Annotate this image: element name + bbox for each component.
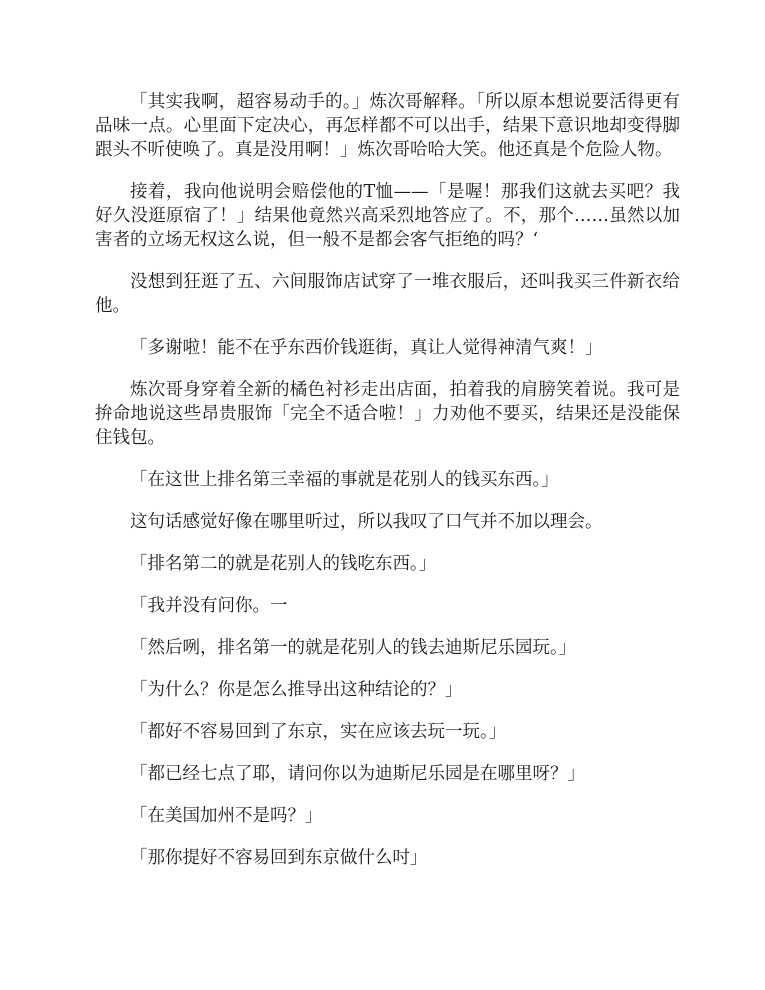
paragraph: 「为什么？你是怎么推导出这种结论的？」 (130, 680, 463, 700)
paragraph: 「那你提好不容易回到东京做什么吋」 (130, 848, 428, 868)
paragraph: 「都好不容易回到了东京，实在应该去玩一玩。」 (130, 722, 507, 742)
paragraph: 「我并没有问你。一 (130, 596, 288, 616)
paragraph: 「在这世上排名第三幸福的事就是花别人的钱买东西。」 (130, 470, 559, 490)
paragraph: 「在美国加州不是吗？」 (130, 806, 323, 826)
paragraph: 没想到狂逛了五、六间服饰店试穿了一堆衣服后，还叫我买三件新衣给他。 (95, 272, 680, 316)
paragraph: 「排名第二的就是花别人的钱吃东西。」 (130, 554, 437, 574)
paragraph: 「都已经七点了耶，请问你以为迪斯尼乐园是在哪里呀？」 (130, 764, 585, 784)
paragraph: 「多谢啦！能不在乎东西价钱逛街，真让人觉得神清气爽！」 (130, 338, 603, 358)
paragraph: 接着，我向他说明会赔偿他的T恤——「是喔！那我们这就去买吧？我好久没逛原宿了！」结果他竟然兴高采烈地答应了。不，那个……虽然以加害者的立场无权这么说，但一般不是都会客气拒绝的吗？‘ (95, 182, 680, 250)
paragraph: 「然后咧，排名第一的就是花别人的钱去迪斯尼乐园玩。」 (130, 638, 577, 658)
body-text (95, 90, 680, 888)
paragraph: 「其实我啊，超容易动手的。」炼次哥解释。「所以原本想说要活得更有品味一点。心里面下定决心，再怎样都不可以出手，结果下意识地却变得脚跟头不听使唤了。真是没用啊！」炼次哥哈哈大笑。他还真是个危险人物。 (95, 92, 680, 160)
paragraph: 炼次哥身穿着全新的橘色衬衫走出店面，拍着我的肩膀笑着说。我可是拚命地说这些昂贵服饰「完全不适合啦！」力劝他不要买，结果还是没能保住钱包。 (95, 380, 680, 448)
paragraph: 这句话感觉好像在哪里听过，所以我叹了口气并不加以理会。 (130, 512, 603, 532)
